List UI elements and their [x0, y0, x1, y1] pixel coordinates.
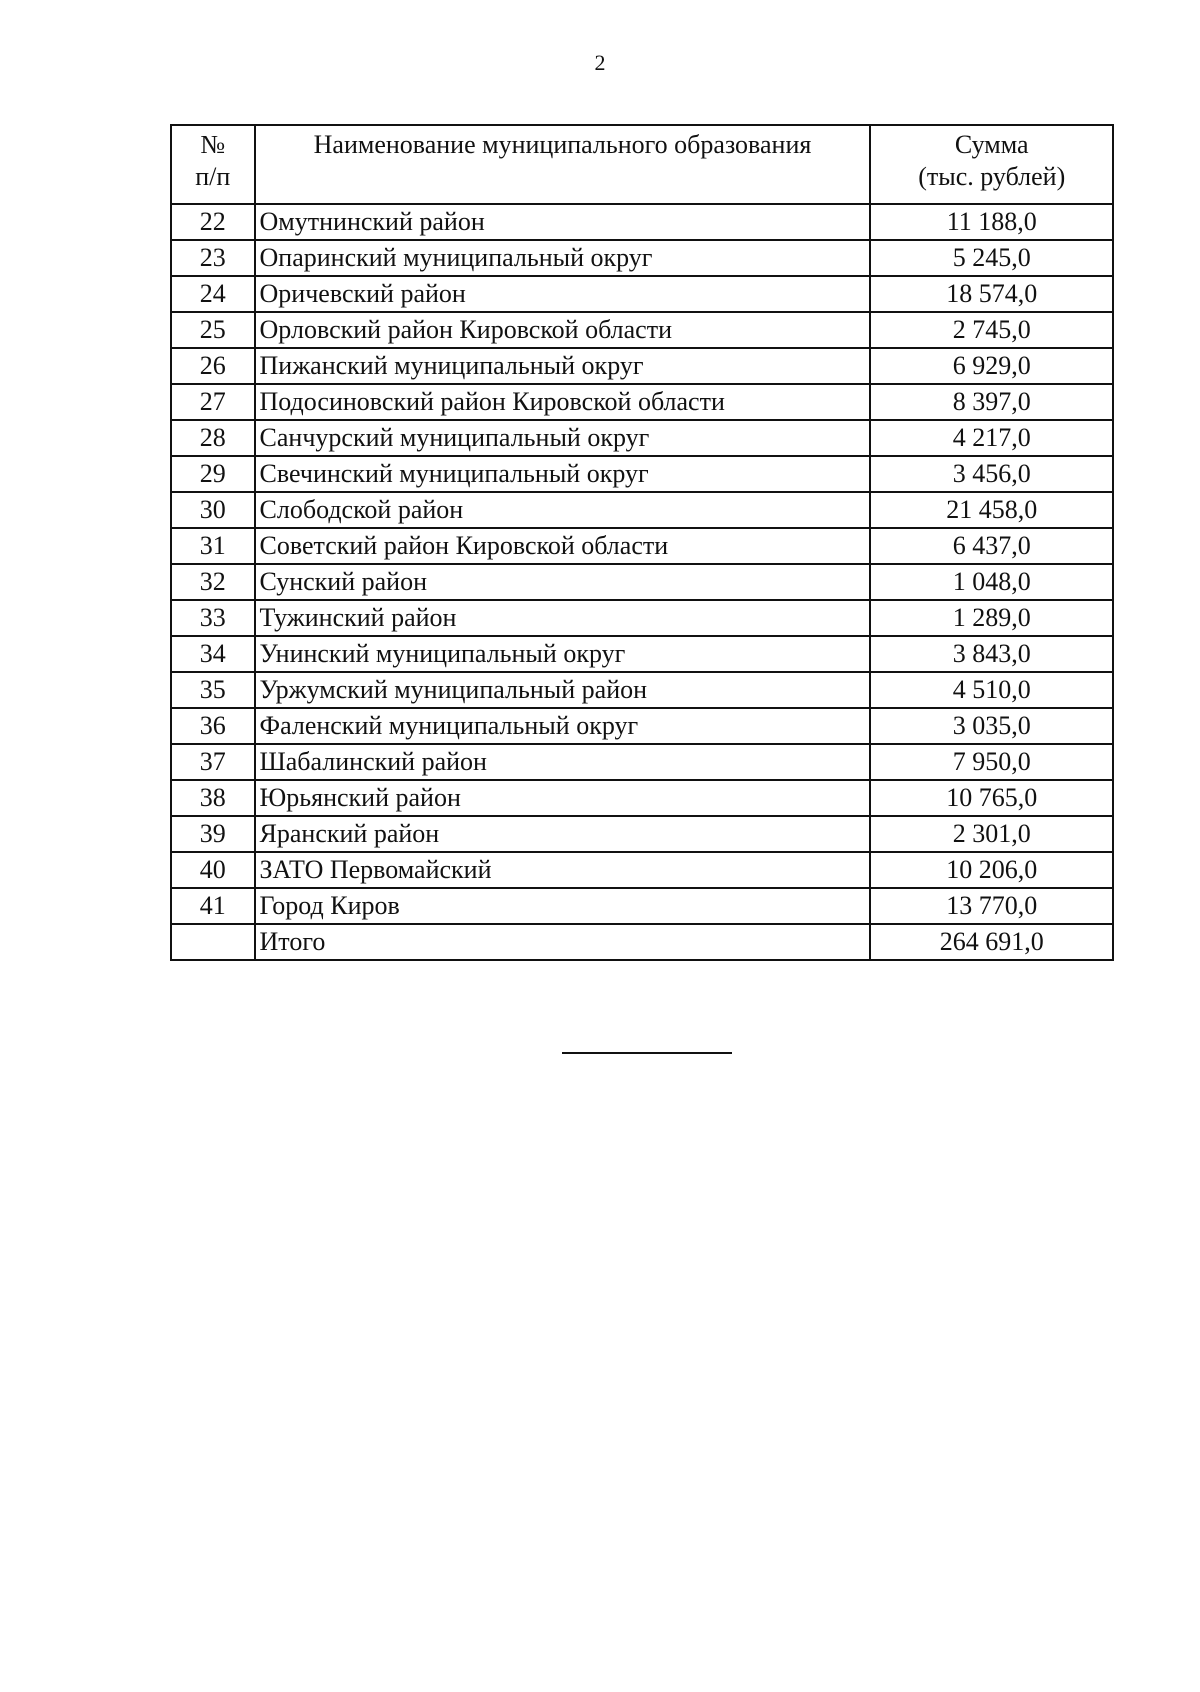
- row-sum: 3 035,0: [870, 708, 1113, 744]
- row-number: 37: [171, 744, 255, 780]
- row-number: 36: [171, 708, 255, 744]
- row-number: 39: [171, 816, 255, 852]
- row-number: 41: [171, 888, 255, 924]
- row-name: Оричевский район: [255, 276, 871, 312]
- header-sum: [870, 125, 1113, 204]
- row-name: Фаленский муниципальный округ: [255, 708, 871, 744]
- row-sum: 5 245,0: [870, 240, 1113, 276]
- row-number: 24: [171, 276, 255, 312]
- row-sum: 10 206,0: [870, 852, 1113, 888]
- row-name: Советский район Кировской области: [255, 528, 871, 564]
- row-sum: 18 574,0: [870, 276, 1113, 312]
- row-number: 31: [171, 528, 255, 564]
- row-name: Сунский район: [255, 564, 871, 600]
- table-row: [171, 744, 1113, 780]
- table-row: [171, 672, 1113, 708]
- table-row: [171, 600, 1113, 636]
- table-header: [171, 125, 1113, 204]
- row-name: Юрьянский район: [255, 780, 871, 816]
- total-number: [171, 924, 255, 960]
- table-row: [171, 636, 1113, 672]
- row-sum: 1 289,0: [870, 600, 1113, 636]
- row-number: 38: [171, 780, 255, 816]
- row-name: Орловский район Кировской области: [255, 312, 871, 348]
- row-number: 23: [171, 240, 255, 276]
- table-row: [171, 816, 1113, 852]
- table-row: [171, 888, 1113, 924]
- row-name: Слободской район: [255, 492, 871, 528]
- row-name: Город Киров: [255, 888, 871, 924]
- total-row: [171, 924, 1113, 960]
- header-sum-line2: (тыс. рублей): [918, 162, 1066, 191]
- row-sum: 6 437,0: [870, 528, 1113, 564]
- row-number: 34: [171, 636, 255, 672]
- row-sum: 10 765,0: [870, 780, 1113, 816]
- row-number: 32: [171, 564, 255, 600]
- row-sum: 13 770,0: [870, 888, 1113, 924]
- header-name: Наименование муниципального образования: [255, 125, 871, 204]
- total-sum: 264 691,0: [870, 924, 1113, 960]
- row-sum: 8 397,0: [870, 384, 1113, 420]
- table-row: [171, 240, 1113, 276]
- table-row: [171, 276, 1113, 312]
- row-name: Омутнинский район: [255, 204, 871, 240]
- header-row: [171, 125, 1113, 204]
- row-sum: 2 745,0: [870, 312, 1113, 348]
- row-sum: 2 301,0: [870, 816, 1113, 852]
- row-number: 33: [171, 600, 255, 636]
- row-sum: 4 217,0: [870, 420, 1113, 456]
- table-row: [171, 852, 1113, 888]
- row-name: Санчурский муниципальный округ: [255, 420, 871, 456]
- row-number: 35: [171, 672, 255, 708]
- row-number: 29: [171, 456, 255, 492]
- row-name: Яранский район: [255, 816, 871, 852]
- table-row: [171, 492, 1113, 528]
- row-name: Шабалинский район: [255, 744, 871, 780]
- table-row: [171, 420, 1113, 456]
- row-name: Свечинский муниципальный округ: [255, 456, 871, 492]
- row-sum: 3 843,0: [870, 636, 1113, 672]
- row-sum: 6 929,0: [870, 348, 1113, 384]
- municipal-sums-table: [170, 124, 1114, 961]
- table-footer: [171, 924, 1113, 960]
- row-sum: 7 950,0: [870, 744, 1113, 780]
- row-name: Подосиновский район Кировской области: [255, 384, 871, 420]
- table-body: [171, 204, 1113, 924]
- table-row: [171, 384, 1113, 420]
- header-number: [171, 125, 255, 204]
- row-name: Уржумский муниципальный район: [255, 672, 871, 708]
- end-separator-line: [562, 1052, 732, 1054]
- row-number: 28: [171, 420, 255, 456]
- row-sum: 4 510,0: [870, 672, 1113, 708]
- row-name: ЗАТО Первомайский: [255, 852, 871, 888]
- row-sum: 21 458,0: [870, 492, 1113, 528]
- header-number-line1: №: [200, 130, 226, 159]
- total-label: Итого: [255, 924, 871, 960]
- table-row: [171, 564, 1113, 600]
- row-number: 30: [171, 492, 255, 528]
- row-name: Опаринский муниципальный округ: [255, 240, 871, 276]
- table-row: [171, 708, 1113, 744]
- row-name: Тужинский район: [255, 600, 871, 636]
- row-number: 26: [171, 348, 255, 384]
- table-row: [171, 528, 1113, 564]
- row-name: Пижанский муниципальный округ: [255, 348, 871, 384]
- row-sum: 3 456,0: [870, 456, 1113, 492]
- row-number: 25: [171, 312, 255, 348]
- row-number: 27: [171, 384, 255, 420]
- table-row: [171, 456, 1113, 492]
- page-number: 2: [594, 50, 606, 75]
- row-number: 40: [171, 852, 255, 888]
- table-row: [171, 780, 1113, 816]
- table-row: [171, 312, 1113, 348]
- table-row: [171, 204, 1113, 240]
- table-row: [171, 348, 1113, 384]
- row-sum: 1 048,0: [870, 564, 1113, 600]
- header-number-line2: п/п: [195, 162, 231, 191]
- row-sum: 11 188,0: [870, 204, 1113, 240]
- row-number: 22: [171, 204, 255, 240]
- header-sum-line1: Сумма: [954, 130, 1029, 159]
- row-name: Унинский муниципальный округ: [255, 636, 871, 672]
